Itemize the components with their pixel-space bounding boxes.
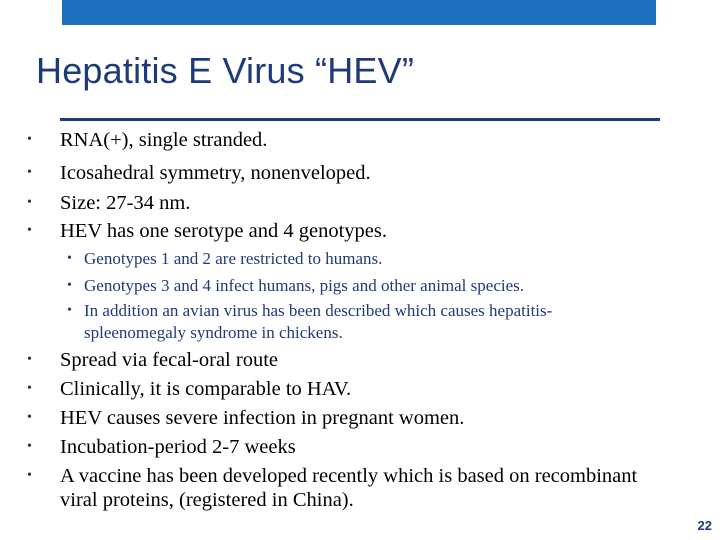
bullet-text: viral proteins, (registered in China).: [60, 489, 354, 511]
slide-title: Hepatitis E Virus “HEV”: [36, 50, 415, 91]
bullet-item: [27, 219, 387, 243]
bullet-text: HEV has one serotype and 4 genotypes.: [60, 220, 387, 242]
bullet-dot-icon: •: [27, 410, 32, 425]
bullet-text: Spread via fecal-oral route: [60, 349, 278, 371]
bullet-text: Incubation-period 2-7 weeks: [60, 436, 296, 458]
sub-bullet-item: [67, 300, 553, 322]
sub-bullet-dot-icon: •: [67, 303, 72, 318]
bullet-text: Icosahedral symmetry, nonenveloped.: [60, 162, 371, 184]
bullet-text: A vaccine has been developed recently which is based on recombinant: [60, 465, 638, 487]
sub-bullet-text: Genotypes 3 and 4 infect humans, pigs and other animal species.: [84, 276, 524, 295]
bullet-dot-icon: •: [27, 195, 32, 210]
bullet-item: [27, 406, 465, 430]
top-accent-bar: [62, 0, 656, 25]
bullet-item: [27, 191, 191, 215]
bullet-text: HEV causes severe infection in pregnant women.: [60, 407, 465, 429]
title-underline: [60, 118, 660, 121]
page-number: 22: [697, 518, 712, 533]
sub-bullet-dot-icon: •: [67, 278, 72, 293]
sub-bullet-item: [67, 248, 383, 270]
sub-bullet-text: spleenomegaly syndrome in chickens.: [84, 323, 343, 342]
bullet-dot-icon: •: [27, 165, 32, 180]
bullet-dot-icon: •: [27, 352, 32, 367]
bullet-dot-icon: •: [27, 381, 32, 396]
bullet-item: [27, 377, 352, 401]
sub-bullet-text: Genotypes 1 and 2 are restricted to humans.: [84, 249, 383, 268]
sub-bullet-text: In addition an avian virus has been described which causes hepatitis-: [84, 301, 553, 320]
bullet-text: Size: 27-34 nm.: [60, 192, 191, 214]
bullet-text: Clinically, it is comparable to HAV.: [60, 378, 352, 400]
sub-bullet-item: [67, 275, 524, 297]
bullet-dot-icon: •: [27, 132, 32, 147]
sub-bullet-dot-icon: •: [67, 251, 72, 266]
bullet-item: [27, 464, 638, 488]
bullet-dot-icon: •: [27, 468, 32, 483]
bullet-item: [27, 348, 278, 372]
bullet-dot-icon: •: [27, 223, 32, 238]
bullet-continuation: [60, 488, 354, 512]
bullet-item: [27, 128, 268, 152]
sub-bullet-continuation: [84, 322, 343, 344]
bullet-dot-icon: •: [27, 439, 32, 454]
bullet-text: RNA(+), single stranded.: [60, 129, 268, 151]
bullet-item: [27, 435, 296, 459]
bullet-item: [27, 161, 371, 185]
